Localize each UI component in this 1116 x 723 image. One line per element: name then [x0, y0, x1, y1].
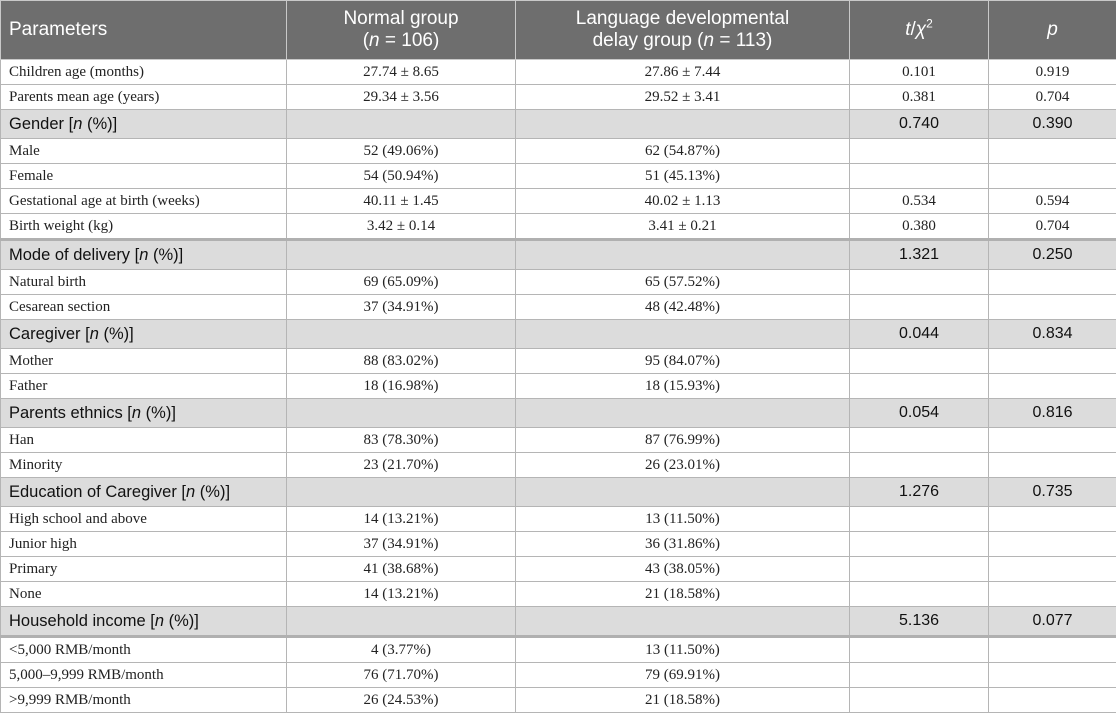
- row-label: Female: [1, 164, 287, 189]
- p-value-cell: 0.077: [989, 607, 1116, 637]
- row-label-n: n: [154, 611, 165, 630]
- section-row: [1, 320, 1116, 349]
- p-value-cell: 0.919: [989, 60, 1116, 85]
- p-value-cell: 0.735: [989, 478, 1116, 507]
- normal-group-cell: 76 (71.70%): [287, 663, 516, 688]
- row-label: [1, 320, 287, 349]
- row-label-pre: Parents ethnics [: [9, 403, 132, 422]
- row-label: Natural birth: [1, 270, 287, 295]
- normal-group-cell: [287, 478, 516, 507]
- p-value-cell: [989, 507, 1116, 532]
- ldd-group-cell: 65 (57.52%): [516, 270, 850, 295]
- normal-group-cell: 40.11 ± 1.45: [287, 189, 516, 214]
- row-label: Han: [1, 428, 287, 453]
- header-p-value: [989, 1, 1116, 60]
- row-label: [1, 478, 287, 507]
- ldd-group-cell: [516, 478, 850, 507]
- table-row: [1, 453, 1116, 478]
- ldd-group-cell: 27.86 ± 7.44: [516, 60, 850, 85]
- row-label-pre: Education of Caregiver [: [9, 482, 187, 501]
- row-label-pre: Caregiver [: [9, 324, 90, 343]
- statistic-cell: [850, 663, 989, 688]
- row-label: Mother: [1, 349, 287, 374]
- row-label-pre: Mode of delivery [: [9, 245, 140, 264]
- row-label-post: (%)]: [141, 403, 176, 422]
- header-normal-line1: Normal group: [343, 8, 459, 29]
- p-value-cell: 0.390: [989, 110, 1116, 139]
- section-row: [1, 240, 1116, 270]
- row-label: Father: [1, 374, 287, 399]
- statistic-cell: [850, 557, 989, 582]
- normal-group-cell: 27.74 ± 8.65: [287, 60, 516, 85]
- table-row: [1, 688, 1116, 713]
- ldd-group-cell: 87 (76.99%): [516, 428, 850, 453]
- statistic-cell: [850, 295, 989, 320]
- normal-group-cell: 37 (34.91%): [287, 295, 516, 320]
- normal-group-cell: [287, 607, 516, 637]
- table-row: [1, 428, 1116, 453]
- p-value-cell: [989, 532, 1116, 557]
- normal-group-cell: 14 (13.21%): [287, 582, 516, 607]
- statistic-cell: 0.101: [850, 60, 989, 85]
- table-row: [1, 532, 1116, 557]
- statistic-cell: [850, 164, 989, 189]
- table-row: [1, 582, 1116, 607]
- p-value-cell: [989, 637, 1116, 663]
- statistic-cell: [850, 688, 989, 713]
- row-label: [1, 240, 287, 270]
- statistic-cell: 5.136: [850, 607, 989, 637]
- ldd-group-cell: 21 (18.58%): [516, 582, 850, 607]
- row-label-n: n: [186, 482, 196, 501]
- ldd-group-cell: 95 (84.07%): [516, 349, 850, 374]
- header-normal-line2-pre: (: [362, 30, 370, 51]
- header-normal-n: n: [369, 30, 380, 51]
- statistic-cell: 1.321: [850, 240, 989, 270]
- row-label-n: n: [131, 403, 142, 422]
- normal-group-cell: 37 (34.91%): [287, 532, 516, 557]
- row-label: <5,000 RMB/month: [1, 637, 287, 663]
- statistic-cell: 0.740: [850, 110, 989, 139]
- table-header-row: [1, 1, 1116, 60]
- ldd-group-cell: 62 (54.87%): [516, 139, 850, 164]
- header-normal-line2-post: = 106): [379, 30, 440, 51]
- statistic-cell: [850, 270, 989, 295]
- p-value-cell: [989, 270, 1116, 295]
- statistic-cell: [850, 453, 989, 478]
- p-value-cell: [989, 582, 1116, 607]
- p-value-cell: [989, 295, 1116, 320]
- row-label: 5,000–9,999 RMB/month: [1, 663, 287, 688]
- p-value-cell: [989, 164, 1116, 189]
- ldd-group-cell: 40.02 ± 1.13: [516, 189, 850, 214]
- row-label-post: (%)]: [82, 114, 118, 133]
- normal-group-cell: 41 (38.68%): [287, 557, 516, 582]
- row-label-n: n: [89, 324, 99, 343]
- ldd-group-cell: 3.41 ± 0.21: [516, 214, 850, 240]
- row-label: >9,999 RMB/month: [1, 688, 287, 713]
- p-value-cell: [989, 663, 1116, 688]
- ldd-group-cell: 79 (69.91%): [516, 663, 850, 688]
- header-stat-t: t: [905, 19, 911, 40]
- ldd-group-cell: 36 (31.86%): [516, 532, 850, 557]
- statistic-cell: 0.534: [850, 189, 989, 214]
- header-normal-group: [287, 1, 516, 60]
- table-row: [1, 270, 1116, 295]
- row-label: Primary: [1, 557, 287, 582]
- table-row: [1, 189, 1116, 214]
- section-row: [1, 110, 1116, 139]
- statistic-cell: 0.381: [850, 85, 989, 110]
- p-value-cell: [989, 557, 1116, 582]
- normal-group-cell: 54 (50.94%): [287, 164, 516, 189]
- ldd-group-cell: 26 (23.01%): [516, 453, 850, 478]
- row-label: [1, 110, 287, 139]
- table-row: [1, 139, 1116, 164]
- header-ldd-group: [516, 1, 850, 60]
- normal-group-cell: 26 (24.53%): [287, 688, 516, 713]
- p-value-cell: [989, 349, 1116, 374]
- row-label: Parents mean age (years): [1, 85, 287, 110]
- ldd-group-cell: 18 (15.93%): [516, 374, 850, 399]
- normal-group-cell: 18 (16.98%): [287, 374, 516, 399]
- p-value-cell: [989, 688, 1116, 713]
- statistic-cell: [850, 428, 989, 453]
- normal-group-cell: 3.42 ± 0.14: [287, 214, 516, 240]
- row-label-post: (%)]: [98, 324, 134, 343]
- statistic-cell: [850, 637, 989, 663]
- ldd-group-cell: 48 (42.48%): [516, 295, 850, 320]
- statistic-cell: 0.054: [850, 399, 989, 428]
- statistic-cell: [850, 532, 989, 557]
- normal-group-cell: 52 (49.06%): [287, 139, 516, 164]
- normal-group-cell: [287, 110, 516, 139]
- normal-group-cell: 4 (3.77%): [287, 637, 516, 663]
- row-label: [1, 607, 287, 637]
- p-value-cell: 0.834: [989, 320, 1116, 349]
- header-ldd-line2-post: = 113): [714, 30, 773, 51]
- table-row: [1, 60, 1116, 85]
- statistic-cell: 0.044: [850, 320, 989, 349]
- p-value-cell: [989, 139, 1116, 164]
- row-label-pre: Gender [: [9, 114, 74, 133]
- statistic-cell: [850, 582, 989, 607]
- header-ldd-n: n: [703, 30, 715, 51]
- p-value-cell: 0.250: [989, 240, 1116, 270]
- normal-group-cell: 83 (78.30%): [287, 428, 516, 453]
- row-label: High school and above: [1, 507, 287, 532]
- ldd-group-cell: [516, 240, 850, 270]
- ldd-group-cell: [516, 399, 850, 428]
- p-value-cell: [989, 428, 1116, 453]
- row-label-pre: Household income [: [9, 611, 155, 630]
- p-value-cell: 0.816: [989, 399, 1116, 428]
- table-row: [1, 557, 1116, 582]
- normal-group-cell: [287, 320, 516, 349]
- table-row: [1, 349, 1116, 374]
- ldd-group-cell: 43 (38.05%): [516, 557, 850, 582]
- header-statistic: [850, 1, 989, 60]
- row-label-n: n: [139, 245, 149, 264]
- row-label-post: (%)]: [195, 482, 231, 501]
- normal-group-cell: [287, 399, 516, 428]
- header-ldd-line2-pre: delay group (: [592, 30, 704, 51]
- header-p: p: [1047, 19, 1058, 40]
- ldd-group-cell: [516, 110, 850, 139]
- table-row: [1, 85, 1116, 110]
- normal-group-cell: [287, 240, 516, 270]
- row-label: Minority: [1, 453, 287, 478]
- ldd-group-cell: [516, 320, 850, 349]
- row-label: Male: [1, 139, 287, 164]
- header-stat-sep: /: [910, 19, 916, 40]
- table-row: [1, 164, 1116, 189]
- table-row: [1, 663, 1116, 688]
- table-row: [1, 295, 1116, 320]
- ldd-group-cell: [516, 607, 850, 637]
- row-label: None: [1, 582, 287, 607]
- ldd-group-cell: 51 (45.13%): [516, 164, 850, 189]
- row-label: Children age (months): [1, 60, 287, 85]
- statistic-cell: [850, 349, 989, 374]
- p-value-cell: 0.704: [989, 214, 1116, 240]
- table-row: [1, 214, 1116, 240]
- row-label-n: n: [73, 114, 83, 133]
- statistic-cell: [850, 139, 989, 164]
- row-label-post: (%)]: [148, 245, 184, 264]
- section-row: [1, 607, 1116, 637]
- header-ldd-line1: Language developmental: [575, 8, 790, 29]
- table-row: [1, 374, 1116, 399]
- p-value-cell: 0.594: [989, 189, 1116, 214]
- row-label: Birth weight (kg): [1, 214, 287, 240]
- row-label: Gestational age at birth (weeks): [1, 189, 287, 214]
- header-stat-sup: 2: [926, 16, 933, 31]
- ldd-group-cell: 13 (11.50%): [516, 507, 850, 532]
- row-label: Junior high: [1, 532, 287, 557]
- row-label: [1, 399, 287, 428]
- normal-group-cell: 69 (65.09%): [287, 270, 516, 295]
- ldd-group-cell: 29.52 ± 3.41: [516, 85, 850, 110]
- section-row: [1, 399, 1116, 428]
- normal-group-cell: 29.34 ± 3.56: [287, 85, 516, 110]
- statistic-cell: [850, 507, 989, 532]
- p-value-cell: [989, 374, 1116, 399]
- statistic-cell: 1.276: [850, 478, 989, 507]
- ldd-group-cell: 21 (18.58%): [516, 688, 850, 713]
- normal-group-cell: 88 (83.02%): [287, 349, 516, 374]
- header-parameters: Parameters: [1, 1, 287, 60]
- header-stat-chi: χ: [915, 19, 927, 40]
- statistic-cell: 0.380: [850, 214, 989, 240]
- row-label-post: (%)]: [164, 611, 199, 630]
- ldd-group-cell: 13 (11.50%): [516, 637, 850, 663]
- normal-group-cell: 14 (13.21%): [287, 507, 516, 532]
- statistic-cell: [850, 374, 989, 399]
- table-row: [1, 637, 1116, 663]
- p-value-cell: [989, 453, 1116, 478]
- table-body: [1, 60, 1116, 713]
- section-row: [1, 478, 1116, 507]
- row-label: Cesarean section: [1, 295, 287, 320]
- p-value-cell: 0.704: [989, 85, 1116, 110]
- table-row: [1, 507, 1116, 532]
- normal-group-cell: 23 (21.70%): [287, 453, 516, 478]
